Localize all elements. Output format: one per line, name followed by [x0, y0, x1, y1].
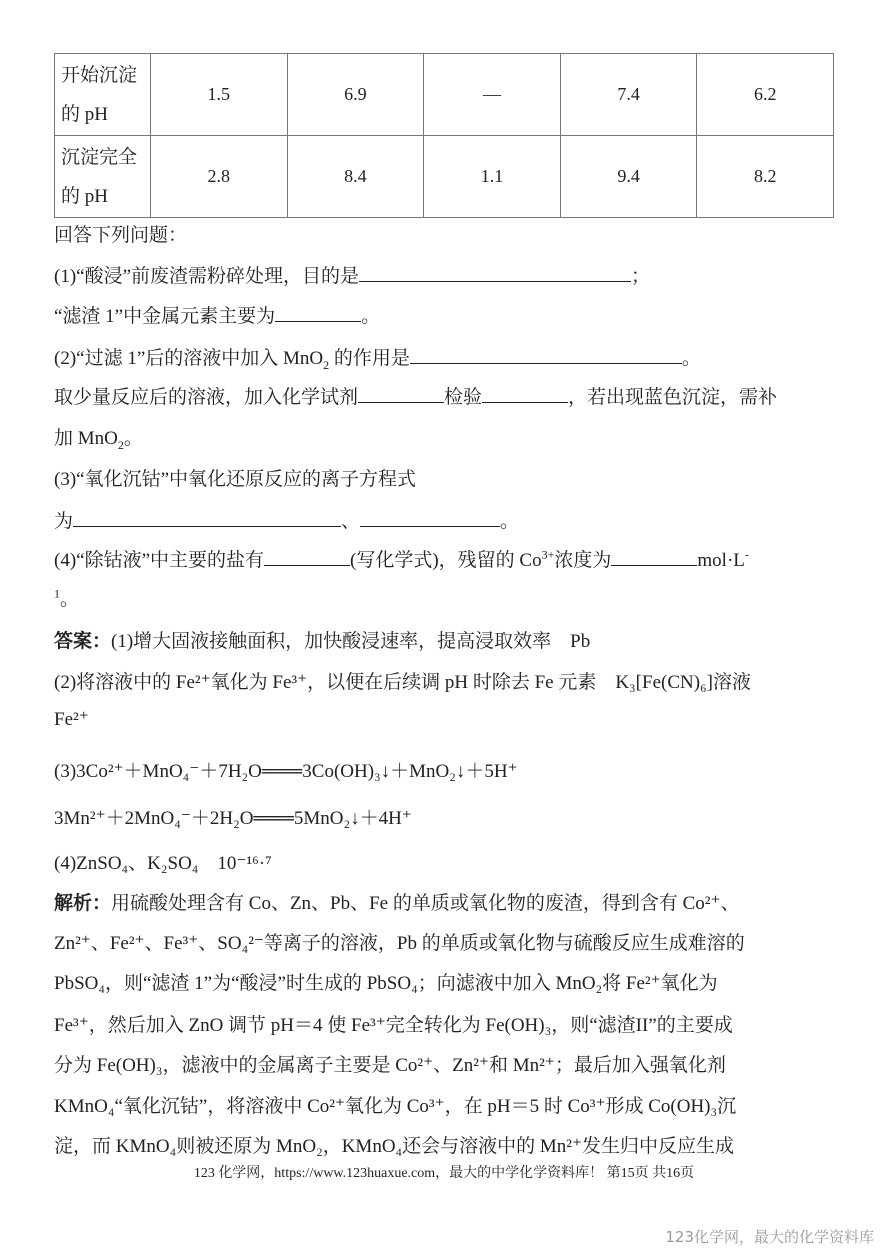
- table-cell: 9.4: [560, 136, 697, 218]
- question-4b: $^1$。: [54, 586, 80, 610]
- analysis-label: 解析：: [54, 893, 112, 914]
- answer-3: (3)3Co²⁺＋MnO₄⁻＋7H₂O═══3Co(OH)₃↓＋MnO₂↓＋5H⁺: [54, 761, 518, 782]
- question-2c: 加 MnO$_2$。: [54, 428, 143, 452]
- table-cell: 8.4: [287, 136, 424, 218]
- answer-2b: Fe²⁺: [54, 709, 89, 730]
- answer-4: (4)ZnSO₄、K₂SO₄ 10⁻¹⁶·⁷: [54, 853, 272, 874]
- watermark: 123化学网，最大的化学资料库: [665, 1228, 874, 1246]
- page-footer: 123 化学网，https://www.123huaxue.com，最大的中学化学资料库！ 第15页 共16页: [193, 1166, 695, 1181]
- answer-2: (2)将溶液中的 Fe²⁺氧化为 Fe³⁺，以便在后续调 pH 时除去 Fe 元素 K₃[Fe(CN)₆]溶液: [54, 672, 751, 693]
- row-label: 沉淀完全 的 pH: [55, 136, 151, 218]
- answer-1: 答案：(1)增大固液接触面积，加快酸浸速率，提高浸取效率 Pb: [54, 631, 591, 652]
- row-label: 开始沉淀 的 pH: [55, 54, 151, 136]
- table-cell: 8.2: [697, 136, 834, 218]
- question-2b: 取少量反应后的溶液，加入化学试剂 检验 ，若出现蓝色沉淀，需补: [54, 382, 777, 409]
- answer-3b: 3Mn²⁺＋2MnO₄⁻＋2H₂O═══5MnO₂↓＋4H⁺: [54, 808, 412, 829]
- question-1b: “滤渣 1”中金属元素主要为 。: [54, 301, 380, 328]
- question-intro: 回答下列问题：: [54, 225, 188, 246]
- question-3b: 为 、 。: [54, 506, 519, 533]
- answer-label: 答案：: [54, 631, 112, 652]
- analysis-3: PbSO₄，则“滤渣 1”为“酸浸”时生成的 PbSO₄；向滤液中加入 MnO₂将 Fe²⁺氧化为: [54, 973, 718, 994]
- analysis-7: 淀，而 KMnO₄则被还原为 MnO₂，KMnO₄还会与溶液中的 Mn²⁺发生归中反应生成: [54, 1136, 735, 1157]
- table-cell: 6.9: [287, 54, 424, 136]
- analysis-5: 分为 Fe(OH)₃，滤液中的金属离子主要是 Co²⁺、Zn²⁺和 Mn²⁺；最后加入强氧化剂: [54, 1055, 726, 1076]
- table-row: [55, 54, 834, 136]
- analysis-1: 解析：用硫酸处理含有 Co、Zn、Pb、Fe 的单质或氧化物的废渣，得到含有 Co²⁺、: [54, 893, 740, 914]
- analysis-2: Zn²⁺、Fe²⁺、Fe³⁺、SO₄²⁻等离子的溶液，Pb 的单质或氧化物与硫酸反应生成难溶的: [54, 933, 745, 954]
- table-cell: 2.8: [151, 136, 288, 218]
- ph-table: [54, 53, 834, 218]
- table-cell: 1.5: [151, 54, 288, 136]
- question-3a: (3)“氧化沉钴”中氧化还原反应的离子方程式: [54, 469, 417, 490]
- table-cell: —: [424, 54, 561, 136]
- analysis-4: Fe³⁺，然后加入 ZnO 调节 pH＝4 使 Fe³⁺完全转化为 Fe(OH)₃，则“滤渣II”的主要成: [54, 1015, 733, 1036]
- question-2a: (2)“过滤 1”后的溶液中加入 MnO$_2$ 的作用是 。: [54, 343, 701, 373]
- table-cell: 6.2: [697, 54, 834, 136]
- question-4a: (4)“除钴液”中主要的盐有 (写化学式)，残留的 $Co^{3+}$浓度为 mol·L-: [54, 545, 749, 572]
- table-row: [55, 136, 834, 218]
- question-1a: (1)“酸浸”前废渣需粉碎处理，目的是 ；: [54, 261, 650, 288]
- table-cell: 1.1: [424, 136, 561, 218]
- table-cell: 7.4: [560, 54, 697, 136]
- analysis-6: KMnO₄“氧化沉钴”，将溶液中 Co²⁺氧化为 Co³⁺，在 pH＝5 时 Co³⁺形成 Co(OH)₃沉: [54, 1096, 737, 1117]
